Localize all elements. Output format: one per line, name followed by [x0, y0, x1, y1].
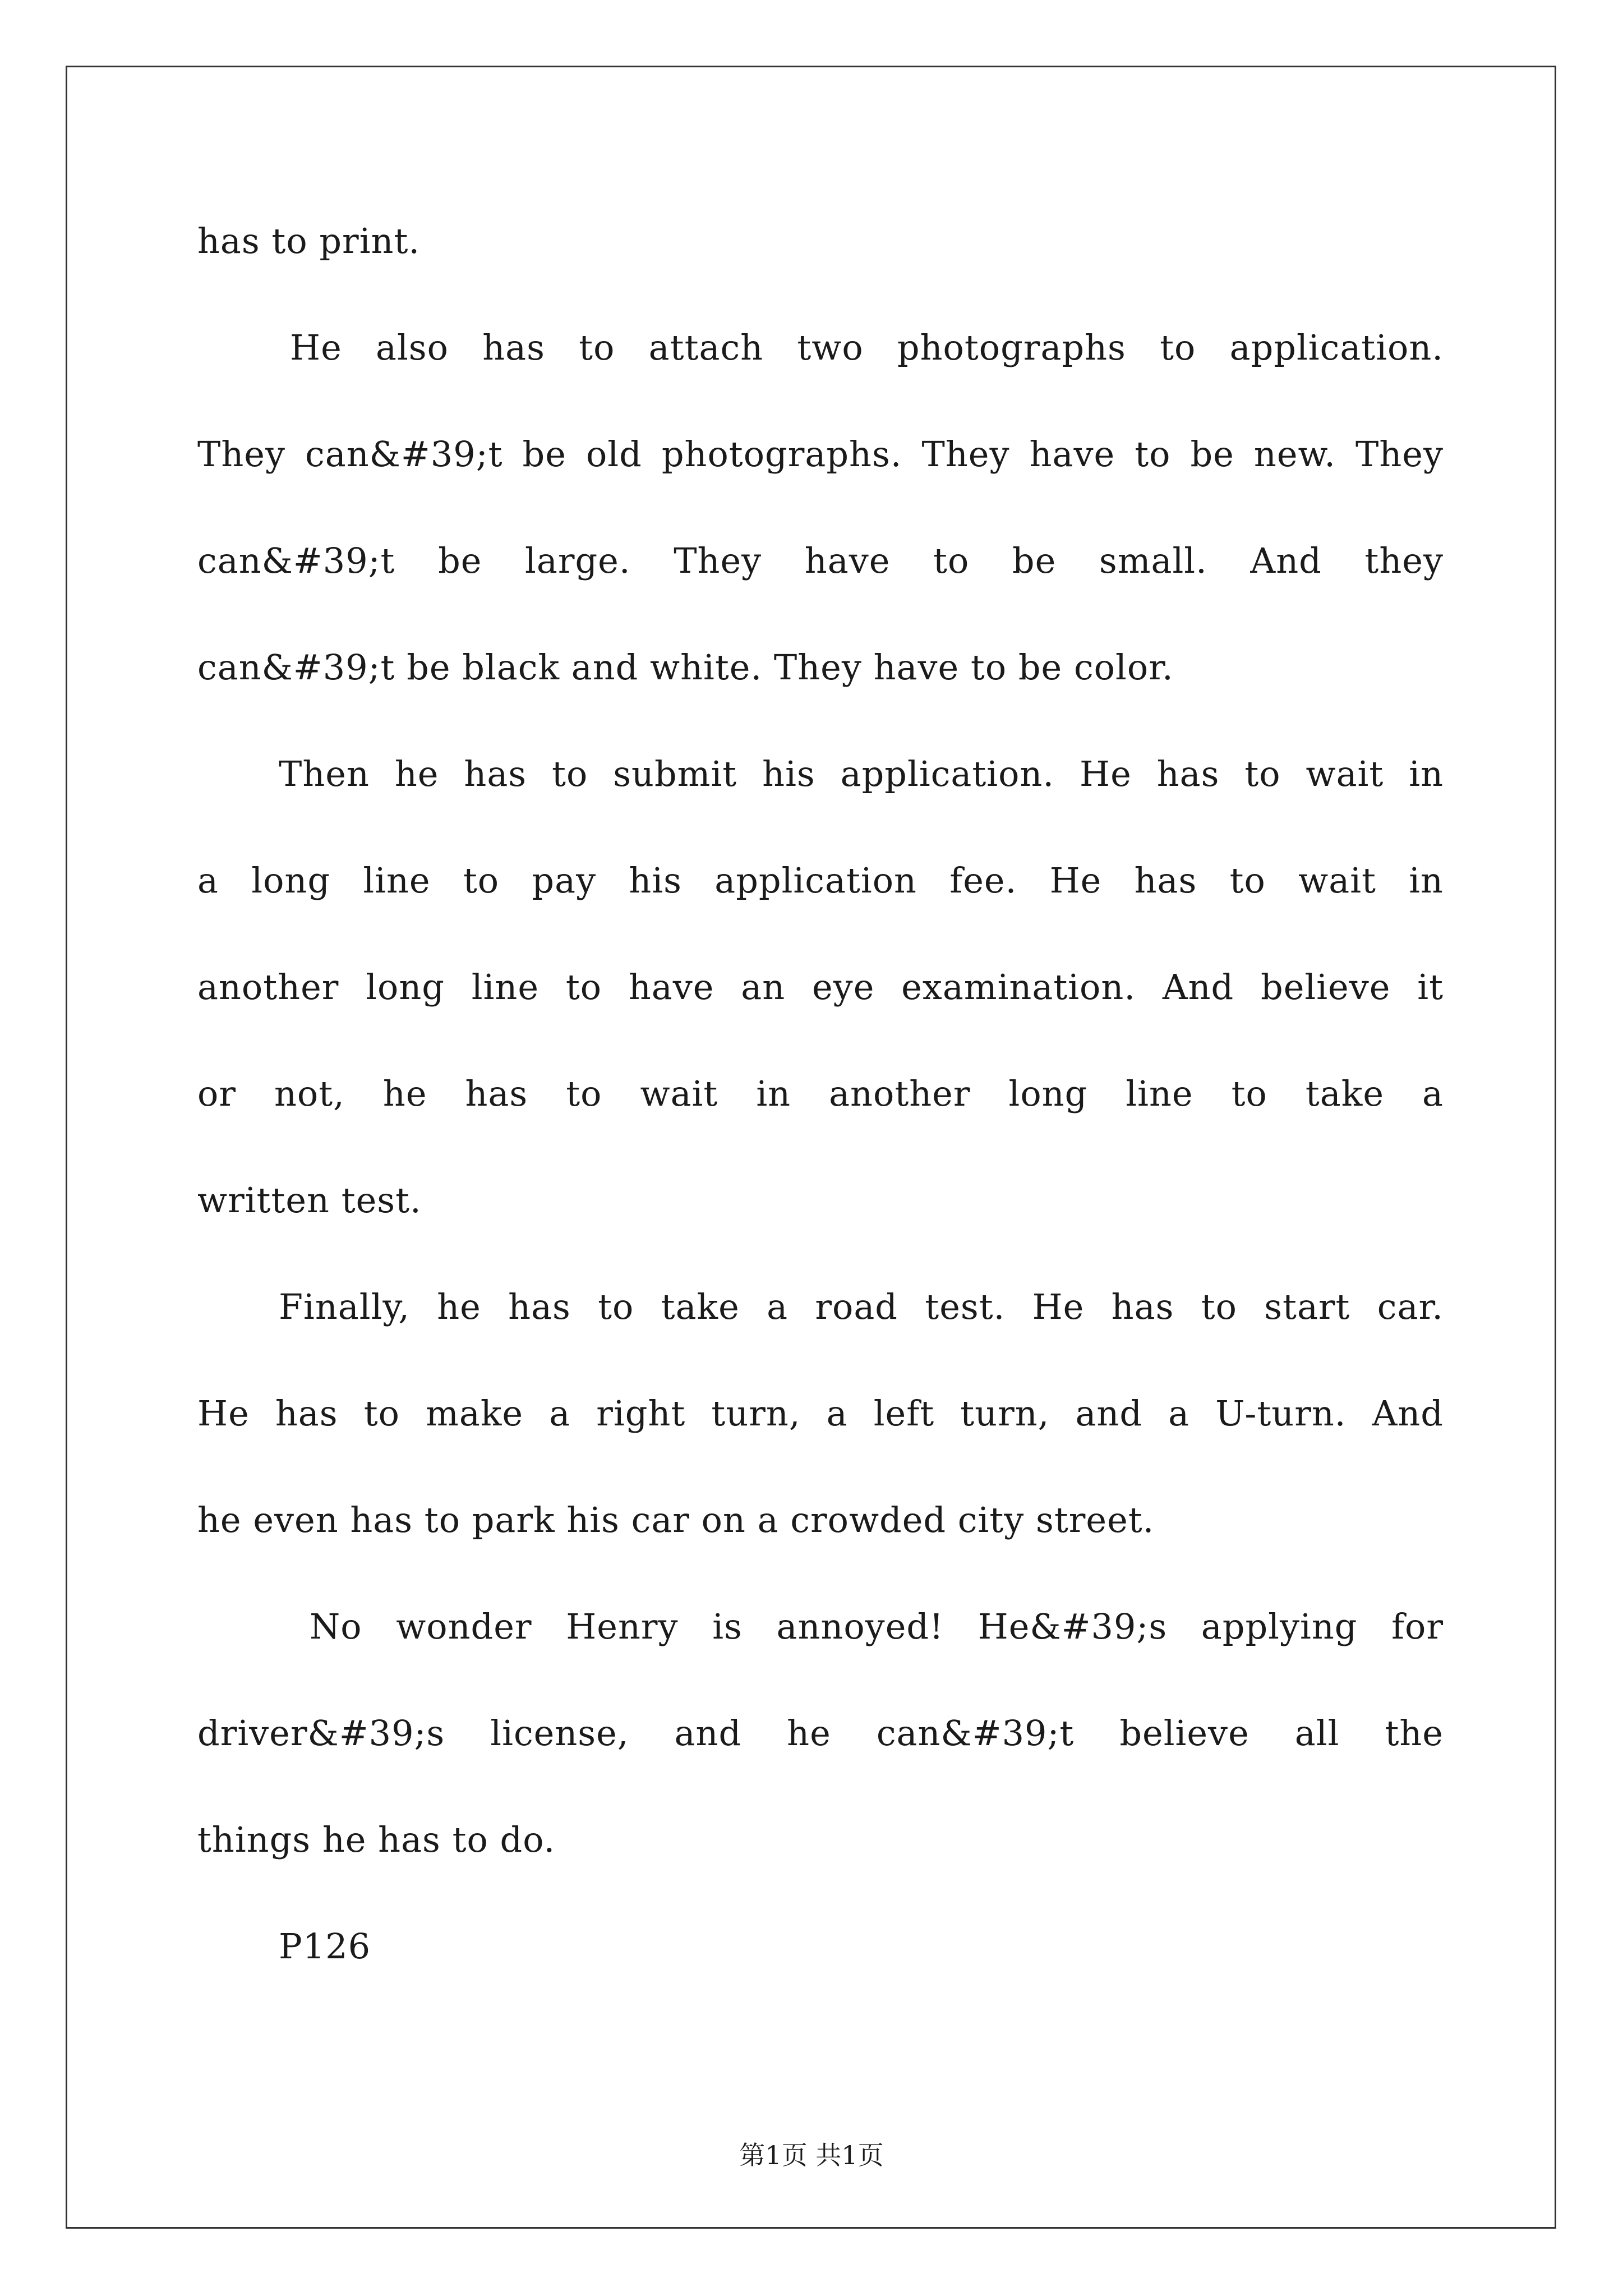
text-line: he even has to park his car on a crowded city street.	[197, 1499, 1155, 1540]
text-line: driver&#39;s license, and he can&#39;t believe all the	[197, 1713, 1444, 1754]
text-line: or not, he has to wait in another long line to take a	[197, 1073, 1444, 1114]
text-line: another long line to have an eye examination. And believe it	[197, 967, 1444, 1007]
paragraph-start-line: Then he has to submit his application. He has to wait in	[279, 753, 1444, 794]
text-line: They can&#39;t be old photographs. They have to be new. They	[197, 434, 1444, 475]
text-line: things he has to do.	[197, 1819, 556, 1860]
text-line: can&#39;t be black and white. They have to be color.	[197, 647, 1174, 688]
paragraph-start-line: No wonder Henry is annoyed! He&#39;s applying for	[310, 1606, 1444, 1647]
text-line: has to print.	[197, 220, 421, 261]
paragraph-start-line: He also has to attach two photographs to application.	[290, 327, 1444, 368]
text-line: written test.	[197, 1180, 422, 1221]
page-footer: 第1页 共1页	[739, 2140, 884, 2170]
paragraph-start-line: Finally, he has to take a road test. He has to start car.	[279, 1286, 1444, 1327]
page-reference: P126	[279, 1926, 371, 1967]
text-line: can&#39;t be large. They have to be small. And they	[197, 540, 1444, 581]
page-border	[66, 66, 1556, 2229]
text-line: a long line to pay his application fee. He has to wait in	[197, 860, 1444, 901]
text-line: He has to make a right turn, a left turn, and a U-turn. And	[197, 1393, 1444, 1434]
